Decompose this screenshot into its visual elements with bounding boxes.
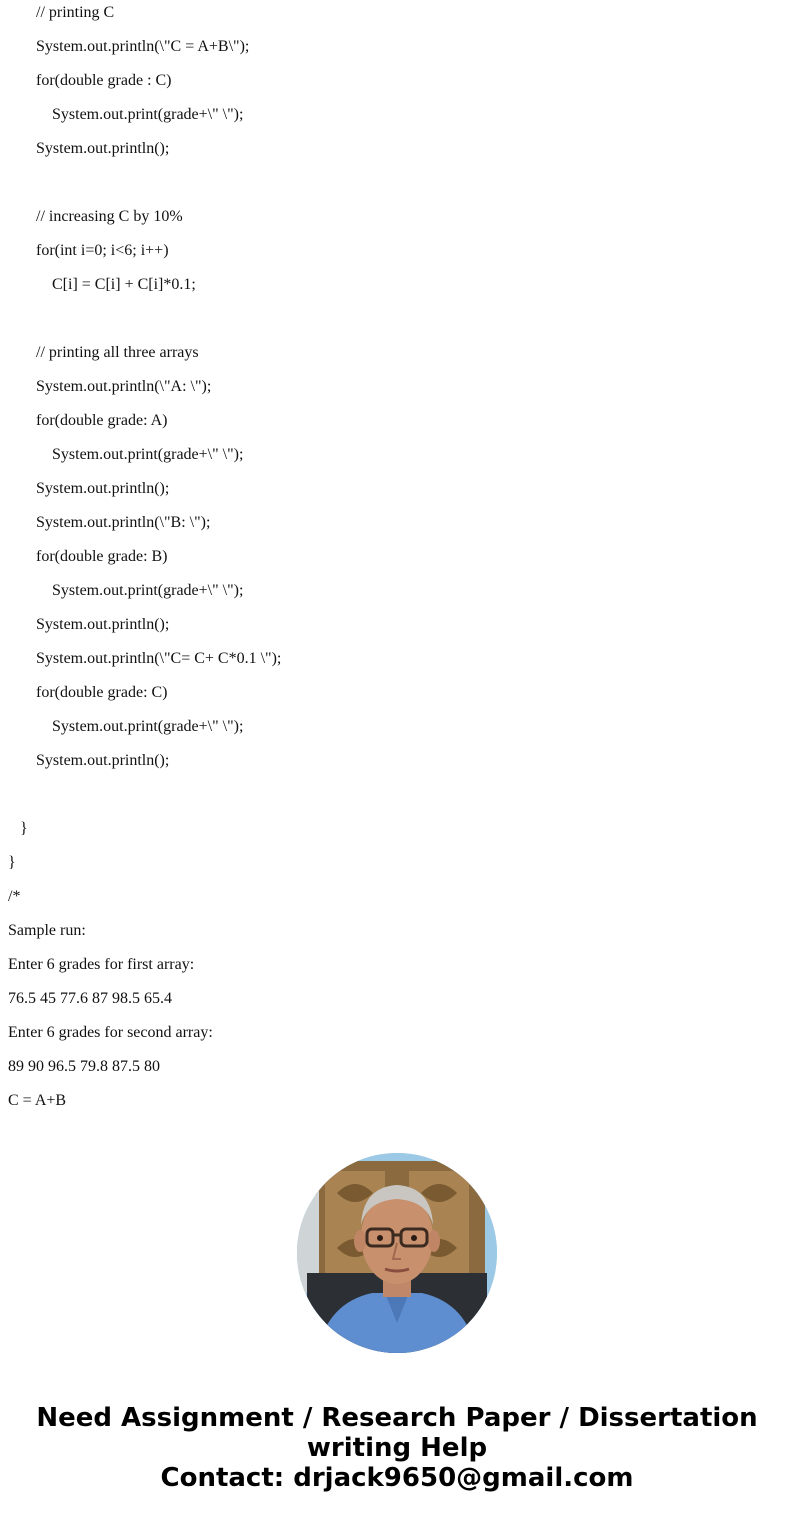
code-line: Enter 6 grades for second array: bbox=[8, 1024, 213, 1041]
code-line: System.out.println(); bbox=[36, 140, 170, 157]
code-line: for(double grade: C) bbox=[36, 684, 168, 701]
code-line: System.out.println(); bbox=[36, 616, 170, 633]
footer-contact-line: Contact: drjack9650@gmail.com bbox=[160, 1463, 634, 1493]
code-line: } bbox=[8, 854, 16, 871]
footer-line-1: Need Assignment / Research Paper / Dissertation bbox=[36, 1403, 758, 1433]
code-line: Enter 6 grades for first array: bbox=[8, 956, 195, 973]
portrait-illustration bbox=[297, 1153, 497, 1353]
contact-footer bbox=[0, 1403, 794, 1493]
code-line: /* bbox=[8, 888, 21, 905]
code-line: System.out.println(\"B: \"); bbox=[36, 514, 211, 531]
code-line: System.out.println(); bbox=[36, 480, 170, 497]
code-line: for(double grade: B) bbox=[36, 548, 168, 565]
code-line: 76.5 45 77.6 87 98.5 65.4 bbox=[8, 990, 172, 1007]
code-line: // increasing C by 10% bbox=[36, 208, 183, 225]
code-line: System.out.print(grade+\" \"); bbox=[52, 106, 244, 123]
code-line: } bbox=[20, 820, 28, 837]
code-line: System.out.print(grade+\" \"); bbox=[52, 718, 244, 735]
code-line: C[i] = C[i] + C[i]*0.1; bbox=[52, 276, 196, 293]
code-line: 89 90 96.5 79.8 87.5 80 bbox=[8, 1058, 160, 1075]
footer-line-2: writing Help bbox=[306, 1433, 488, 1463]
code-line: System.out.println(); bbox=[36, 752, 170, 769]
code-line: for(double grade: A) bbox=[36, 412, 168, 429]
code-line: C = A+B bbox=[8, 1092, 67, 1109]
code-line: for(double grade : C) bbox=[36, 72, 172, 89]
code-line: System.out.print(grade+\" \"); bbox=[52, 582, 244, 599]
code-line: for(int i=0; i<6; i++) bbox=[36, 242, 169, 259]
code-line: // printing C bbox=[36, 4, 115, 21]
code-line: // printing all three arrays bbox=[36, 344, 199, 361]
code-line: Sample run: bbox=[8, 922, 86, 939]
code-line: System.out.println(\"C = A+B\"); bbox=[36, 38, 250, 55]
code-line: System.out.println(\"A: \"); bbox=[36, 378, 212, 395]
code-line: System.out.print(grade+\" \"); bbox=[52, 446, 244, 463]
author-photo bbox=[297, 1153, 497, 1353]
code-line: System.out.println(\"C= C+ C*0.1 \"); bbox=[36, 650, 282, 667]
